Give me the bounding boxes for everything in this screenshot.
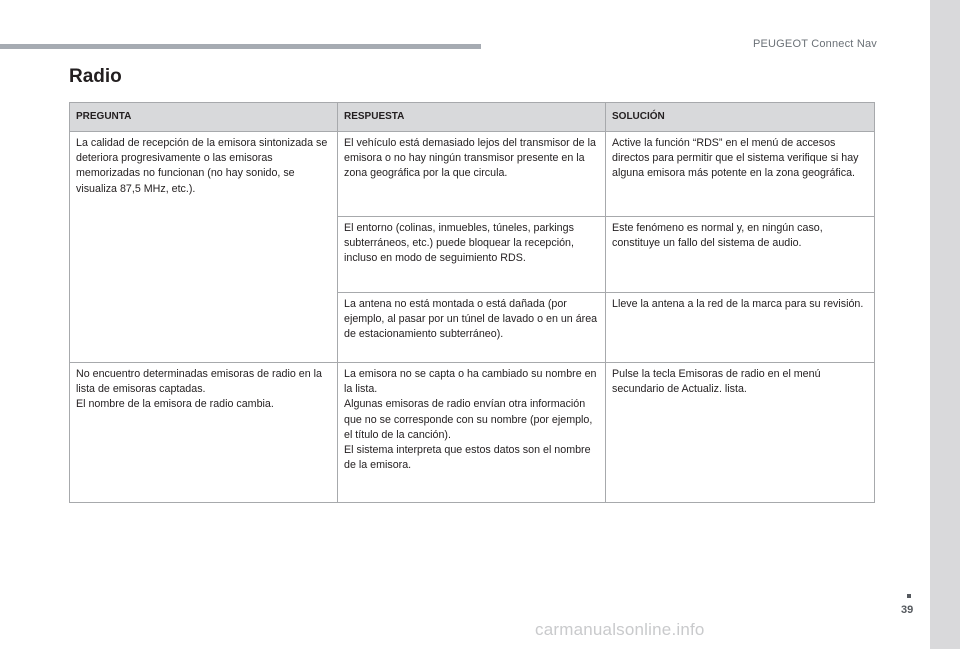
table-row (70, 132, 875, 217)
column-header-answer: RESPUESTA (338, 103, 606, 132)
page-number: 39 (901, 604, 914, 616)
solution-cell: Pulse la tecla Emisoras de radio en el menú secundario de Actualiz. lista. (606, 363, 875, 503)
page-marker (907, 594, 911, 598)
answer-cell: La emisora no se capta o ha cambiado su nombre en la lista. Algunas emisoras de radio envían otra información que no se corresponde con su nombre (por ejemplo, el título de la canción). El sistema interpreta que estos datos son el nombre de la emisora. (338, 363, 606, 503)
question-cell: La calidad de recepción de la emisora sintonizada se deteriora progresivamente o las emisoras memorizadas no funcionan (no hay sonido, se visualiza 87,5 MHz, etc.). (70, 132, 338, 363)
page-title: Radio (69, 66, 122, 87)
watermark: carmanualsonline.info (535, 620, 705, 639)
column-header-solution: SOLUCIÓN (606, 103, 875, 132)
column-header-question: PREGUNTA (70, 103, 338, 132)
solution-cell: Active la función “RDS” en el menú de accesos directos para permitir que el sistema verifique si hay alguna emisora más potente en la zona geográfica. (606, 132, 875, 217)
side-margin-strip (930, 0, 960, 649)
header-bar (0, 44, 481, 49)
answer-cell: La antena no está montada o está dañada (por ejemplo, al pasar por un túnel de lavado o en un área de estacionamiento subterráneo). (338, 293, 606, 363)
brand-header-label: PEUGEOT Connect Nav (752, 38, 877, 50)
faq-table (69, 102, 875, 503)
solution-cell: Lleve la antena a la red de la marca para su revisión. (606, 293, 875, 363)
answer-cell: El vehículo está demasiado lejos del transmisor de la emisora o no hay ningún transmisor presente en la zona geográfica por la que circula. (338, 132, 606, 217)
table-row (70, 363, 875, 503)
answer-cell: El entorno (colinas, inmuebles, túneles, parkings subterráneos, etc.) puede bloquear la recepción, incluso en modo de seguimiento RDS. (338, 217, 606, 293)
table-header-row (70, 103, 875, 132)
question-cell: No encuentro determinadas emisoras de radio en la lista de emisoras captadas. El nombre de la emisora de radio cambia. (70, 363, 338, 503)
solution-cell: Este fenómeno es normal y, en ningún caso, constituye un fallo del sistema de audio. (606, 217, 875, 293)
